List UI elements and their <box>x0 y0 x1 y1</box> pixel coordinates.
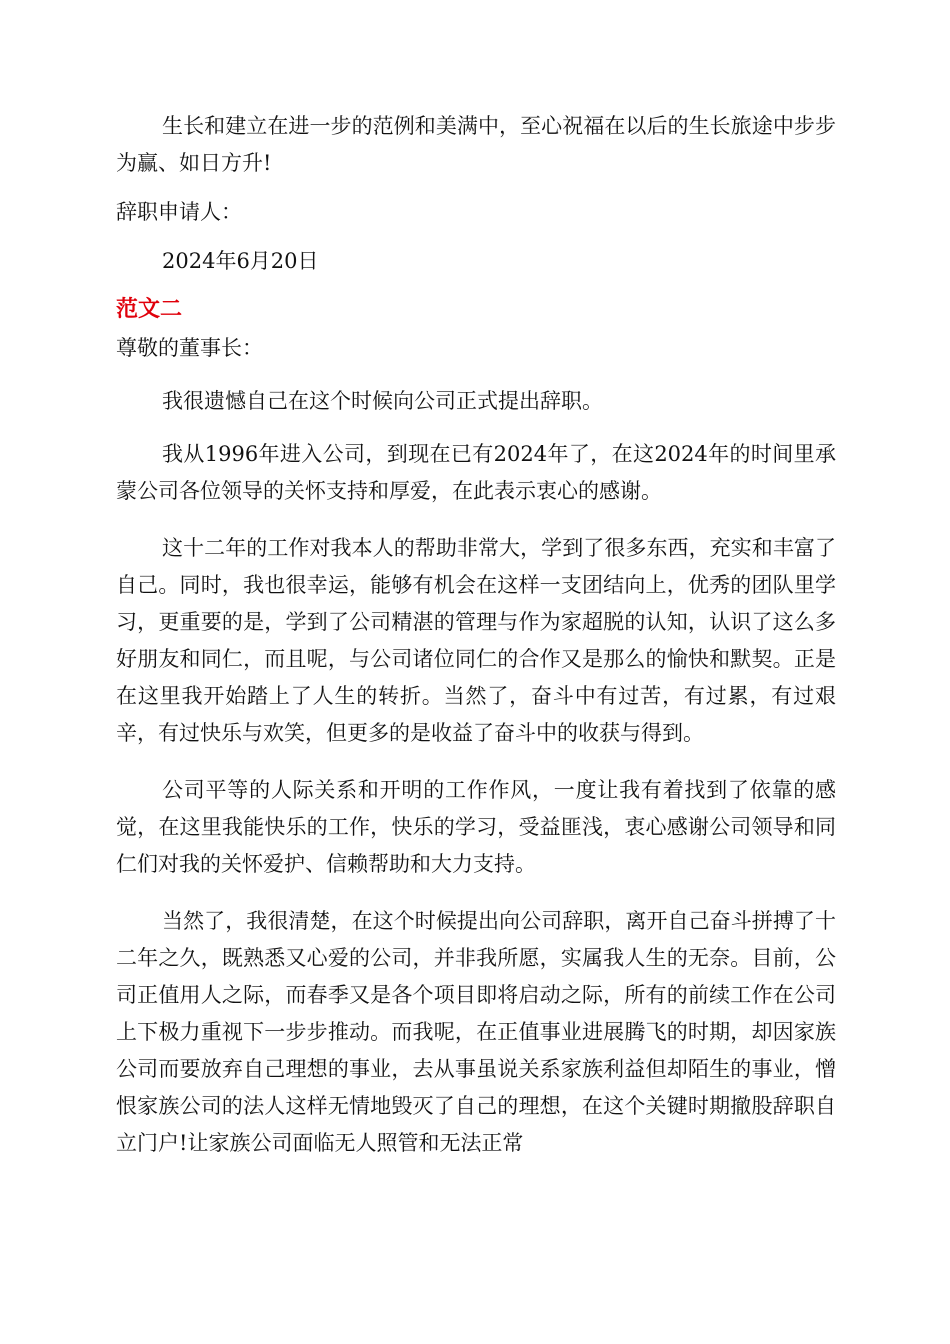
closing-paragraph: 生长和建立在进一步的范例和美满中，至心祝福在以后的生长旅途中步步为赢、如日方升! <box>116 114 836 175</box>
body-paragraph-1: 我很遗憾自己在这个时候向公司正式提出辞职。 <box>162 389 603 413</box>
salutation: 尊敬的董事长： <box>116 336 263 360</box>
section-heading: 范文二 <box>116 297 183 322</box>
body-paragraph-4: 公司平等的人际关系和开明的工作作风，一度让我有着找到了依靠的感觉，在这里我能快乐的工作，快乐的学习，受益匪浅，衷心感谢公司领导和同仁们对我的关怀爱护、信赖帮助和大力支持。 <box>116 778 836 876</box>
letter-date: 2024年6月20日 <box>162 249 319 273</box>
document-body <box>116 108 836 1162</box>
body-paragraph-2: 我从1996年进入公司，到现在已有2024年了，在这2024年的时间里承蒙公司各位领导的关怀支持和厚爱，在此表示衷心的感谢。 <box>116 442 836 503</box>
body-paragraph-3: 这十二年的工作对我本人的帮助非常大，学到了很多东西，充实和丰富了自己。同时，我也很幸运，能够有机会在这样一支团结向上，优秀的团队里学习，更重要的是，学到了公司精湛的管理与作为家超脱的认知，认识了这么多好朋友和同仁，而且呢，与公司诸位同仁的合作又是那么的愉快和默契。正是在这里我开始踏上了人生的转折。当然了，奋斗中有过苦，有过累，有过艰辛，有过快乐与欢笑，但更多的是收益了奋斗中的收获与得到。 <box>116 536 836 745</box>
signature-label: 辞职申请人： <box>116 200 242 224</box>
body-paragraph-5: 当然了，我很清楚，在这个时候提出向公司辞职，离开自己奋斗拼搏了十二年之久，既熟悉又心爱的公司，并非我所愿，实属我人生的无奈。目前，公司正值用人之际，而春季又是各个项目即将启动之际，所有的前续工作在公司上下极力重视下一步步推动。而我呢，在正值事业进展腾飞的时期，却因家族公司而要放弃自己理想的事业，去从事虽说关系家族利益但却陌生的事业，憎恨家族公司的法人这样无情地毁灭了自己的理想，在这个关键时期撤股辞职自立门户!让家族公司面临无人照管和无法正常 <box>116 909 836 1155</box>
